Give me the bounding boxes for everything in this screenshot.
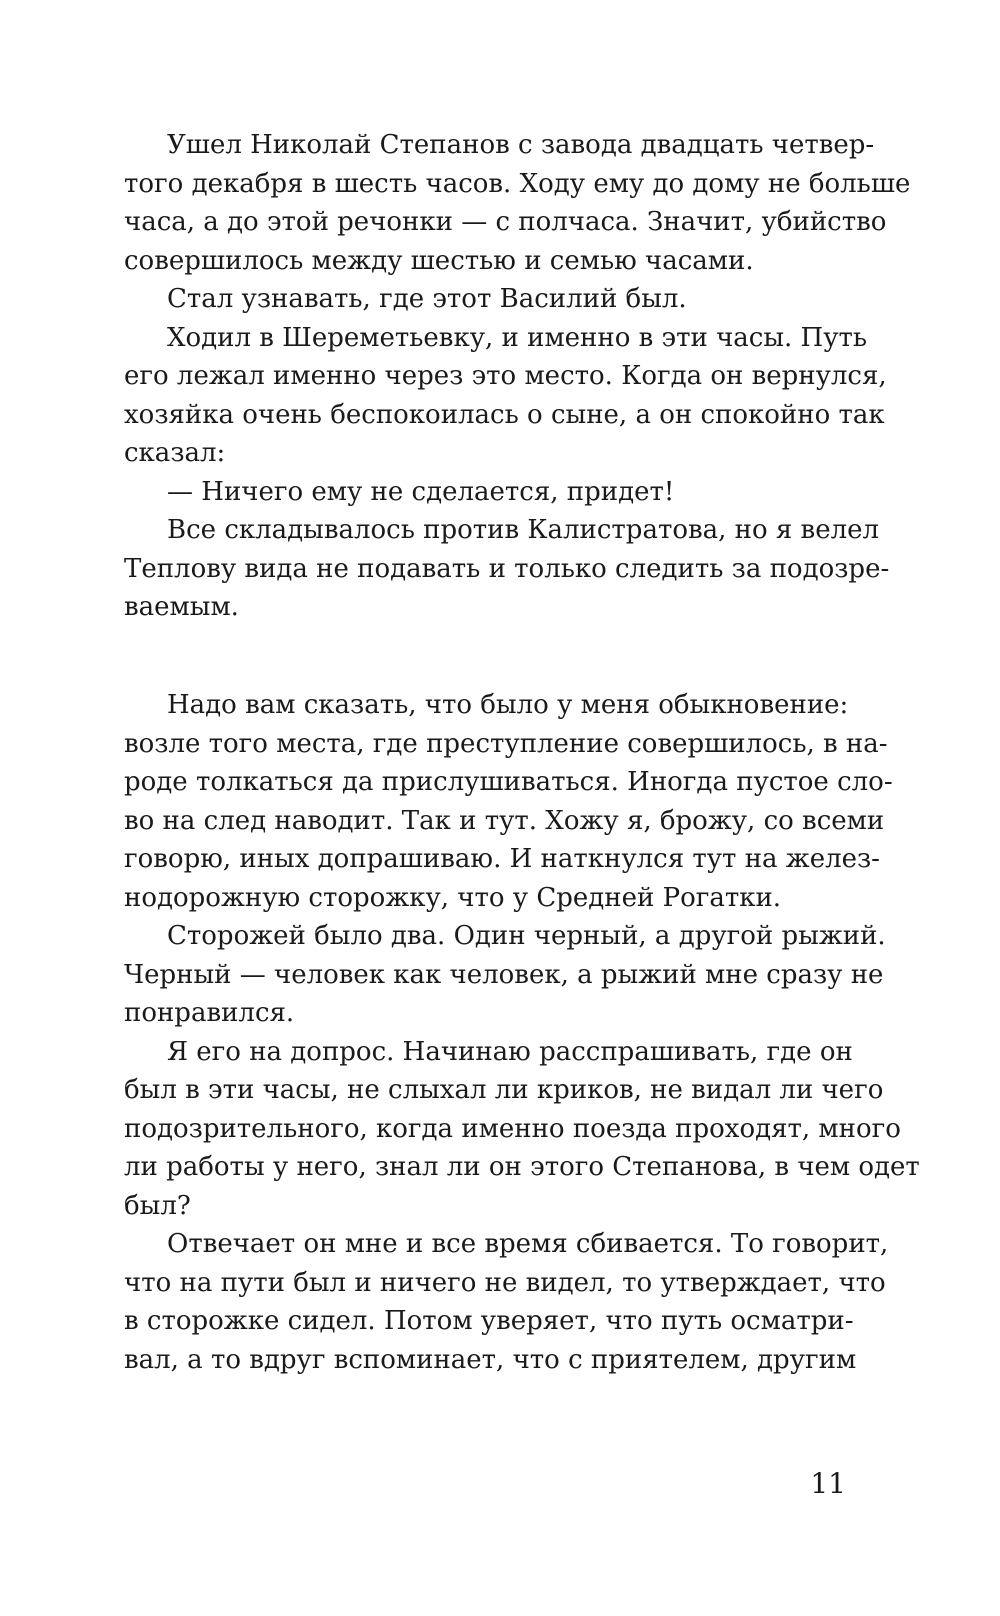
text-line: был в эти часы, не слыхал ли криков, не видал ли чего (124, 1075, 884, 1105)
text-line: Надо вам сказать, что было у меня обыкновение: (167, 690, 849, 720)
text-line: Ходил в Шереметьевку, и именно в эти часы. Путь (167, 322, 868, 353)
text-line: Я его на допрос. Начинаю расспрашивать, где он (167, 1036, 853, 1067)
text-line: роде толкаться да прислушиваться. Иногда пустое сло- (124, 767, 893, 797)
text-section-1 (124, 126, 911, 627)
text-line: Все складывалось против Калистратова, но я велел (167, 515, 880, 545)
text-line: Сторожей было два. Один черный, а другой рыжий. (167, 921, 886, 951)
text-line: часа, а до этой речонки — с полчаса. Значит, убийство (124, 207, 887, 237)
page-number: 11 (810, 1467, 846, 1500)
text-line: вал, а то вдруг вспоминает, что с приятелем, другим (124, 1344, 857, 1375)
text-line: что на пути был и ничего не видел, то утверждает, что (124, 1267, 886, 1298)
text-line: хозяйка очень беспокоилась о сыне, а он спокойно так (124, 399, 885, 430)
text-line: сказал: (124, 438, 226, 468)
text-line: Отвечает он мне и все время сбивается. То говорит, (167, 1229, 889, 1259)
text-line: — Ничего ему не сделается, придет! (167, 476, 675, 507)
text-line: нодорожную сторожку, что у Средней Рогатки. (124, 882, 782, 913)
text-line: возле того места, где преступление совершилось, в на- (124, 728, 888, 759)
text-line: того декабря в шесть часов. Ходу ему до дому не больше (124, 168, 911, 199)
text-line: ли работы у него, знал ли он этого Степанова, в чем одет (124, 1152, 920, 1182)
text-line: Ушел Николай Степанов с завода двадцать четвер- (167, 130, 875, 160)
text-line: его лежал именно через это место. Когда он вернулся, (124, 361, 887, 391)
text-line: совершилось между шестью и семью часами. (124, 245, 754, 276)
text-line: подозрительного, когда именно поезда проходят, много (124, 1113, 901, 1144)
text-line: во на след наводит. Так и тут. Хожу я, брожу, со всеми (124, 805, 885, 836)
text-line: ваемым. (124, 592, 239, 622)
text-line: Стал узнавать, где этот Василий был. (167, 284, 687, 314)
text-line: Теплову вида не подавать и только следить за подозре- (124, 553, 890, 584)
text-section-2 (124, 686, 920, 1379)
text-line: говорю, иных допрашиваю. И наткнулся тут на желез- (124, 844, 880, 874)
text-line: в сторожке сидел. Потом уверяет, что путь осматри- (124, 1306, 854, 1336)
text-line: был? (124, 1190, 191, 1221)
text-line: Черный — человек как человек, а рыжий мне сразу не (124, 959, 884, 990)
text-line: понравился. (124, 998, 295, 1028)
